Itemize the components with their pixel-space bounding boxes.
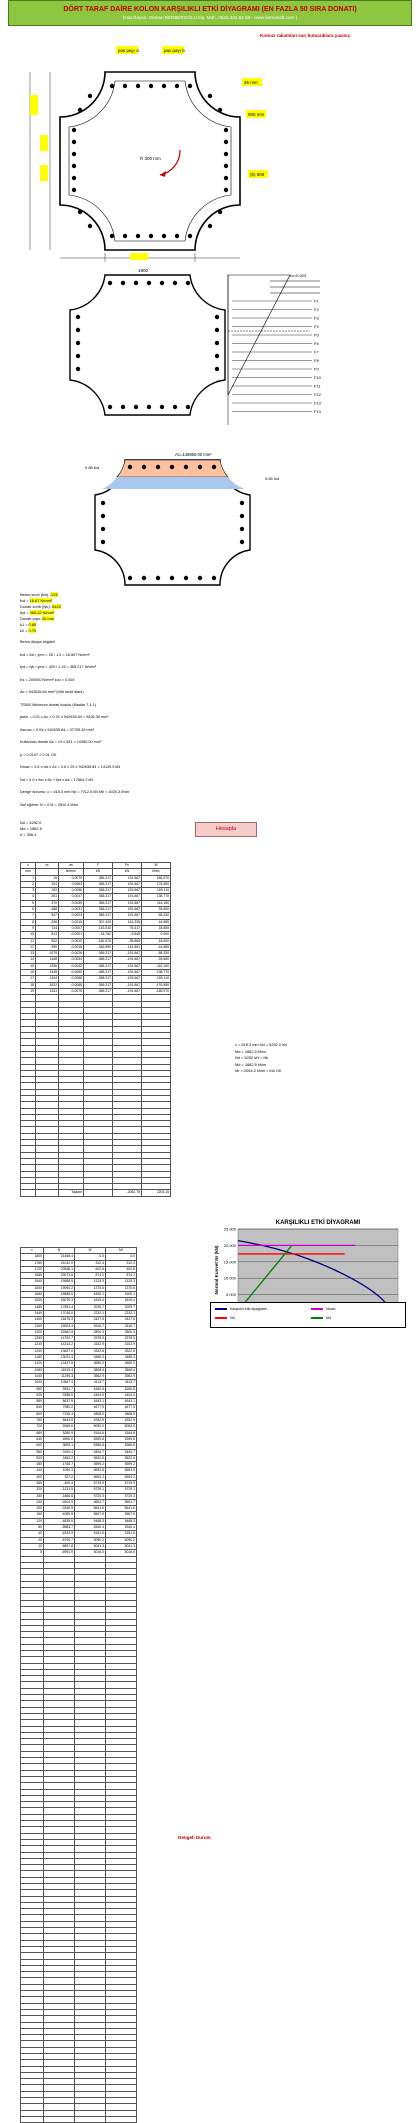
table-row: 1440 17018.0 2232.1 2232.1 (21, 1310, 137, 1316)
rebar (162, 84, 166, 88)
section-outline (60, 72, 240, 250)
rebar (208, 224, 212, 228)
balanced-note: Dengeli Durum (178, 1835, 211, 1840)
input-label: Donatı sınıfı (fyk): (20, 604, 52, 609)
table-row: 1360 15923.4 2616.7 2616.7 (21, 1323, 137, 1329)
rebar (240, 540, 244, 544)
rebar (215, 328, 219, 332)
rebar (160, 281, 164, 285)
table-row: 1800 21468.4 0.0 0.0 (21, 1254, 137, 1260)
rebar (101, 514, 105, 518)
calc-line: TS500 Minimum donatı koşulu (Madde 7.4.1) (20, 702, 96, 707)
table-row: 10 -6897.8 5041.3 5041.3 (21, 1543, 137, 1549)
rebar (72, 164, 76, 168)
page-subtitle: (Hazırlayan: Osman BERBEROĞLU İnş. Müh. 0532 404 62 60 - www.bernasoft.com ) (122, 15, 298, 20)
rebar (162, 234, 166, 238)
rebar (76, 328, 80, 332)
table-row: 1680 20073.6 874.2 874.2 (21, 1273, 137, 1279)
rebar (218, 210, 222, 214)
table-row: 400 327.2 5694.2 5694.2 (21, 1474, 137, 1480)
rebar (224, 152, 228, 156)
column-section-drawing (10, 40, 310, 273)
force-label: F6 (314, 341, 319, 346)
table-header: Fs (113, 863, 142, 869)
rebar (188, 84, 192, 88)
rebar (173, 281, 177, 285)
rebar (110, 84, 114, 88)
table-row: 1120 12427.5 3650.2 3650.2 (21, 1361, 137, 1367)
rebar (142, 465, 146, 469)
legend-label: Md (326, 1316, 331, 1320)
legend-label: Karşılıklı etki diyagramı (230, 1307, 268, 1311)
table-row: 1600 19094.2 1370.6 1370.6 (21, 1285, 137, 1291)
svg-text:pas payı b: pas payı b (164, 48, 185, 53)
table-row: 1520 18075.3 1819.4 1819.4 (21, 1298, 137, 1304)
calc-line: Asmax = 0.04 x 942635.84 = 37705.43 mm² (20, 727, 95, 732)
rebar (160, 405, 164, 409)
rebar (134, 405, 138, 409)
table-row: 11 902 -0.0010 -182.670 -95.868 -18.650 (21, 938, 171, 944)
table-header: M (75, 1248, 106, 1254)
table-row: 1640 19588.9 1129.3 1129.3 (21, 1279, 137, 1285)
table-header: Mr (106, 1248, 137, 1254)
svg-text:0.85 fcd: 0.85 fcd (265, 476, 280, 481)
table-row: 840 7980.2 4677.9 4677.9 (21, 1405, 137, 1411)
input-value[interactable]: 365.22 N/mm² (29, 610, 55, 615)
rebar (121, 405, 125, 409)
calc-line: Es = 200000 N/mm² εcu = 0.003 (20, 677, 75, 682)
instruction-note: Kırmızı rakamları sarı kutucuklara yazınız. (260, 33, 352, 38)
table-unit: kN (84, 869, 113, 875)
calc-line: Nmax = 0.6 x fck x Ac = 0.6 x 25 x 942635.84 = 14139.5 kN (20, 765, 121, 769)
table-row: 1240 14214.2 3152.9 3152.9 (21, 1342, 137, 1348)
legend-swatch (311, 1317, 323, 1319)
page-title: DÖRT TARAF DAİRE KOLON KARŞILIKLI ETKİ DİYAGRAMI (EN FAZLA 50 SIRA DONATI) (63, 6, 357, 13)
table-row: 1 15 0.0070 365.217 191.667 185.970 (21, 875, 171, 881)
rebar (215, 341, 219, 345)
table-row: 600 3893.1 5366.8 5366.8 (21, 1443, 137, 1449)
rebar (101, 527, 105, 531)
table-row: 800 7315.4 4808.0 4808.0 (21, 1411, 137, 1417)
rebar (212, 465, 216, 469)
calc-result (20, 820, 42, 838)
area-label: Ac=145950.00 mm² (175, 452, 212, 457)
force-label: F3 (314, 315, 319, 321)
table-header: εs (36, 863, 59, 869)
rebar (101, 501, 105, 505)
side-result-line: c = 618.3 mm Nd = 5252.0 kN (235, 1042, 287, 1047)
rebar (76, 341, 80, 345)
table-row: 280 -1866.8 5720.3 5720.3 (21, 1493, 137, 1499)
rebar (156, 465, 160, 469)
y-tick-label: 25.000 (223, 1226, 236, 1232)
side-result-line: Mr = 2054.2 kNm > Md OK (235, 1068, 282, 1073)
side-result-line: Md = 1882.5 kNm (235, 1061, 266, 1067)
input-label: fcd = (20, 598, 30, 603)
table-row: 18 1522 -0.0066 -365.217 -191.667 -176.580 (21, 982, 171, 988)
rebar (215, 367, 219, 371)
table-row: 7 547 0.0023 365.217 191.667 68.330 (21, 913, 171, 919)
table-row: 1320 15362.5 2800.3 2800.3 (21, 1329, 137, 1335)
legend-swatch (215, 1308, 227, 1310)
rebar (184, 465, 188, 469)
rebar (147, 281, 151, 285)
side-result-line: Md = 1882.5 kNm (235, 1048, 266, 1054)
rebar (128, 465, 132, 469)
table-calc (20, 862, 171, 1197)
legend-entry (311, 1316, 331, 1320)
input-value[interactable]: S420 (51, 604, 61, 609)
force-label: F9 (314, 366, 319, 372)
legend-entry (215, 1316, 235, 1320)
calc-line: fcd = fck / γmc = 25 / 1.5 = 16.667 N/mm² (20, 652, 90, 657)
result-row: Md = 1882.5 (20, 826, 42, 831)
input-value[interactable]: 0.85 (28, 622, 37, 627)
table-unit: N/mm² (59, 869, 84, 875)
table-row: 15 1256 -0.0042 -365.217 -191.667 -116.160 (21, 963, 171, 969)
rebar (108, 281, 112, 285)
table-row: 80 -5583.7 5340.4 5340.4 (21, 1525, 137, 1531)
table-row: 1160 13031.4 3488.3 3488.3 (21, 1355, 137, 1361)
table-total: Toplam -2062.75 2203.15 (21, 1190, 171, 1196)
force-label: F10 (314, 375, 321, 380)
table-row: 1400 16475.3 2427.5 2427.5 (21, 1317, 137, 1323)
rebar (108, 405, 112, 409)
table-row: 1560 18589.6 1600.1 1600.1 (21, 1292, 137, 1298)
table-row: 1760 21012.5 312.4 312.4 (21, 1260, 137, 1266)
input-label: k1 = (20, 622, 29, 627)
legend-swatch (215, 1317, 227, 1319)
rebar (128, 576, 132, 580)
rebar (175, 234, 179, 238)
calc-line: ρmin = 0.01 x Ac = 0.01 x 942635.84 = 9426.36 mm² (20, 715, 109, 719)
rebar (224, 176, 228, 180)
table-unit: kNm (142, 869, 171, 875)
rebar (76, 354, 80, 358)
rebar (240, 501, 244, 505)
table-row: 1280 14792.7 2978.9 2978.9 (21, 1336, 137, 1342)
rebar (224, 128, 228, 132)
input-row (20, 628, 220, 634)
rebar (76, 315, 80, 319)
calc-line: fyd = fyk / γms = 420 / 1.15 = 365.217 N/mm² (20, 665, 97, 669)
table-row: 720 5965.6 5052.0 5052.0 (21, 1424, 137, 1430)
table-row: 14 1168 -0.0034 -365.217 -191.667 -93.560 (21, 957, 171, 963)
calc-line: Saf eğilme: N = 0 M = 2810.4 kNm (20, 802, 79, 807)
rebar (72, 140, 76, 144)
rebar (136, 234, 140, 238)
rebar (224, 164, 228, 168)
input-value[interactable]: C25 (50, 592, 58, 597)
calc-line: Ac = 942635.84 mm² (brüt kesit alanı) (20, 690, 84, 694)
svg-text:45 mm: 45 mm (244, 80, 258, 85)
table-row: 1080 11815.4 3808.4 3808.4 (21, 1367, 137, 1373)
input-value[interactable]: 0.70 (28, 628, 37, 633)
pas-label: pas payı a (118, 48, 139, 53)
force-label: F8 (314, 358, 319, 363)
side-result-line: Nd = 5252 kN > Nb (235, 1055, 269, 1060)
table-row: 320 -1131.9 5729.1 5729.1 (21, 1487, 137, 1493)
table-row: 17 1434 -0.0058 -365.217 -191.667 -159.110 (21, 976, 171, 982)
rebar (215, 315, 219, 319)
rebar (208, 94, 212, 98)
table-row: 120 -4835.5 5468.3 5468.3 (21, 1518, 137, 1524)
input-value[interactable]: 16.67 N/mm² (29, 598, 53, 603)
force-label: F7 (314, 349, 319, 355)
table-row: 560 3190.4 5454.7 5454.7 (21, 1449, 137, 1455)
table-row: 16 1345 -0.0050 -365.217 -191.667 -138.770 (21, 970, 171, 976)
rebar (72, 152, 76, 156)
table-row: 160 -4089.5 5567.9 5567.9 (21, 1512, 137, 1518)
chart-title: KARŞILIKLI ETKİ DİYAGRAMI (275, 1220, 361, 1226)
rebar (149, 84, 153, 88)
calc-line: Denge durumu: c = 618.3 mm Nb = 7012.5 kN Mb = 4020.3 kNm (20, 790, 130, 794)
table-row: 12 990 -0.0018 -346.590 -181.891 -44.680 (21, 944, 171, 950)
rebar (224, 140, 228, 144)
svg-text:1800: 1800 (138, 268, 149, 273)
compression-zone-drawing (70, 455, 320, 590)
y-tick-label: 5.000 (225, 1292, 236, 1298)
rebar (147, 405, 151, 409)
rebar (173, 405, 177, 409)
rebar (72, 176, 76, 180)
table-row: 200 -3345.9 5641.6 5641.6 (21, 1506, 137, 1512)
table-header: c (21, 863, 36, 869)
result-row: Nd = 5252.0 (20, 820, 42, 825)
force-label: F14 (314, 409, 321, 414)
force-label: F1 (314, 298, 319, 304)
table-row: 20 -6709.7 5090.2 5090.2 (21, 1537, 137, 1543)
table-row: 9 724 0.0007 143.510 75.317 18.650 (21, 925, 171, 931)
table-row: 680 5280.9 5164.6 5164.6 (21, 1430, 137, 1436)
legend-swatch (311, 1308, 323, 1310)
table-row: 880 8637.9 4543.1 4543.1 (21, 1399, 137, 1405)
y-tick-label: 15.000 (223, 1259, 236, 1265)
table-row: 1000 10567.4 4113.7 4113.7 (21, 1380, 137, 1386)
rebar (170, 465, 174, 469)
rebar (212, 576, 216, 580)
svg-text:900 mm: 900 mm (248, 112, 265, 117)
rebar (186, 281, 190, 285)
force-label: F4 (314, 324, 319, 329)
table-diagram-points (20, 1247, 137, 2123)
rebar (78, 108, 82, 112)
input-section (20, 592, 220, 634)
calc-line: Beton dizayn bilgileri (20, 640, 55, 644)
table-row: 10 813 -0.0001 -18.760 -9.845 0.000 (21, 932, 171, 938)
legend-label: Nmax (326, 1307, 336, 1311)
input-label: fyd = (20, 610, 30, 615)
table-unit: mm (21, 869, 36, 875)
force-label: F2 (314, 307, 319, 312)
table-row: 360 -400.4 5719.9 5719.9 (21, 1480, 137, 1486)
table-row: 960 9931.7 4260.8 4260.8 (21, 1386, 137, 1392)
rebar (72, 128, 76, 132)
table-row: 8 636 0.0015 307.420 161.335 44.680 (21, 919, 171, 925)
calc-line: Nd = 0.9 x fcd x Ac + fyd x As = 17864.2 kN (20, 777, 94, 782)
table-row: 13 1079 -0.0026 -365.217 -191.667 -68.330 (21, 951, 171, 957)
rebar (110, 234, 114, 238)
svg-text:(b) 600: (b) 600 (250, 172, 265, 177)
force-label: F12 (314, 392, 321, 397)
rebar (72, 188, 76, 192)
force-label: F13 (314, 400, 321, 406)
table-row: 760 6643.8 4932.9 4932.9 (21, 1418, 137, 1424)
y-tick-label: 20.000 (223, 1242, 236, 1248)
table-row: 2 104 0.0063 365.217 191.667 176.580 (21, 881, 171, 887)
table-row: 1480 17551.4 2029.7 2029.7 (21, 1304, 137, 1310)
table-row: 1040 11195.3 3962.9 3962.9 (21, 1373, 137, 1379)
rebar (175, 84, 179, 88)
rebar (136, 84, 140, 88)
table-row: 640 4590.0 5269.8 5269.8 (21, 1436, 137, 1442)
table-row: 3 192 0.0056 365.217 191.667 159.110 (21, 888, 171, 894)
table-row: 920 9288.5 4404.0 4404.0 (21, 1392, 137, 1398)
rebar (240, 527, 244, 531)
table-row: 6 458 0.0031 365.217 191.667 93.560 (21, 907, 171, 913)
table-row: 5 -6991.9 5016.0 5016.0 (21, 1550, 137, 1556)
table-header: N (44, 1248, 75, 1254)
table-header: F (84, 863, 113, 869)
legend-label: Nd (230, 1316, 235, 1320)
rebar (123, 84, 127, 88)
rebar (78, 210, 82, 214)
input-label: Donatı çapı: (20, 616, 43, 621)
y-axis-label: Normal Kuvvet Nr (kN) (214, 1245, 219, 1295)
calc-line: Kullanılan donatı As = 19 x 531 = 10089.00 mm² (20, 740, 102, 744)
hesapla-button[interactable]: Hesapla (195, 822, 257, 837)
rebar (198, 465, 202, 469)
legend-entry (311, 1307, 335, 1311)
plot-area (238, 1229, 398, 1311)
table-header: c (21, 1248, 44, 1254)
rebar (224, 188, 228, 192)
rebar (186, 405, 190, 409)
rebar (198, 576, 202, 580)
table-row: 19 1611 -0.0075 -365.217 -191.667 -185.970 (21, 988, 171, 994)
svg-text:0.85 fcd: 0.85 fcd (85, 465, 100, 470)
table-row: 240 -2604.9 5691.7 5691.7 (21, 1499, 137, 1505)
rebar (188, 234, 192, 238)
rebar (142, 576, 146, 580)
table-header: M (142, 863, 171, 869)
chart-legend (210, 1302, 406, 1328)
table-row: 1200 13627.0 3322.6 3322.6 (21, 1348, 137, 1354)
table-row: 440 1050.3 5653.5 5653.5 (21, 1468, 137, 1474)
rebar (184, 576, 188, 580)
rebar (240, 514, 244, 518)
side-result (235, 1042, 287, 1075)
force-label: F5 (314, 332, 319, 338)
table-row: 4 281 0.0047 365.217 191.667 138.770 (21, 894, 171, 900)
rebar (134, 281, 138, 285)
rebar (215, 354, 219, 358)
input-label: k2 = (20, 628, 29, 633)
table-header: σs (59, 863, 84, 869)
table-row: 1720 20548.1 602.8 602.8 (21, 1266, 137, 1272)
svg-text:R 300 mm: R 300 mm (140, 156, 161, 161)
table-row: 5 370 0.0039 365.217 191.667 116.160 (21, 900, 171, 906)
y-tick-label: 10.000 (223, 1275, 236, 1281)
input-label: Beton sınıfı (fck): (20, 592, 51, 597)
table-row: 480 1768.7 5599.2 5599.2 (21, 1462, 137, 1468)
table-row: 520 2482.2 5532.5 5532.5 (21, 1455, 137, 1461)
rebar (123, 234, 127, 238)
legend-entry (215, 1307, 267, 1311)
rebar (76, 367, 80, 371)
input-value[interactable]: 26 mm (42, 616, 54, 621)
rebar (88, 94, 92, 98)
title-banner (8, 0, 412, 26)
rebar (121, 281, 125, 285)
rebar (101, 540, 105, 544)
calc-line: ρ = 0.0107 > 0.01 OK (20, 752, 57, 757)
stress-strain-diagram (50, 265, 410, 445)
rebar (156, 576, 160, 580)
rebar (218, 108, 222, 112)
table-unit: kN (113, 869, 142, 875)
force-label: F11 (314, 383, 321, 389)
rebar (149, 234, 153, 238)
table-row: 40 -6333.9 5181.6 5181.6 (21, 1531, 137, 1537)
strain-label: εc=0.003 (290, 273, 307, 278)
rebar (170, 576, 174, 580)
result-row: e = 358.4 (20, 832, 37, 837)
rebar (88, 224, 92, 228)
